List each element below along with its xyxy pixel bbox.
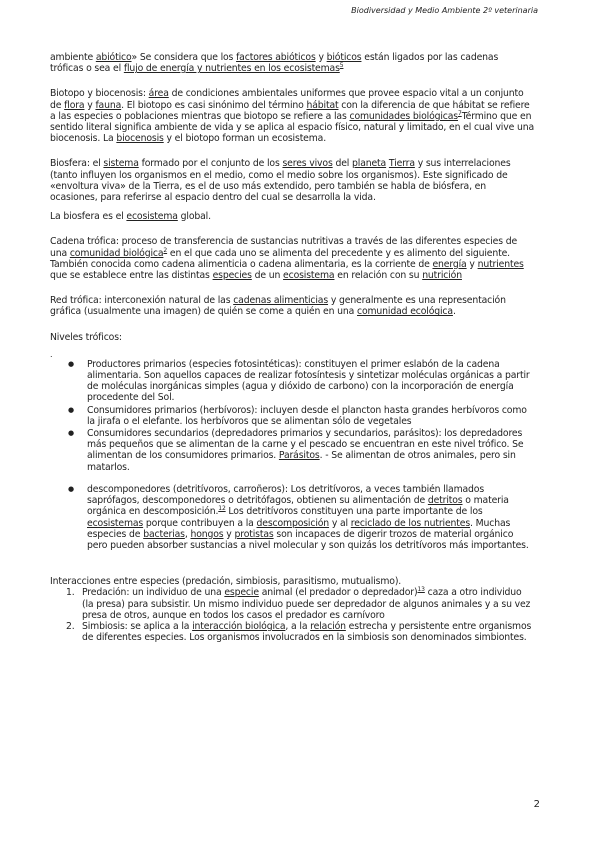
- descomp-term: descomponedores (detritívoros, carroñeros): [87, 483, 285, 495]
- link-ecosistemas[interactable]: ecosistemas: [87, 517, 144, 529]
- link-protistas[interactable]: protistas: [234, 528, 274, 540]
- link-nutricion[interactable]: nutrición: [422, 270, 462, 282]
- spacer: [50, 318, 534, 332]
- list-item-consumidores-primarios: ● Consumidores primarios (herbívoros): incluyen desde el plancton hasta grandes herbívoros como la jirafa o el elefante. los herbívoros que se alimentan sólo de vegetales: [50, 405, 534, 427]
- biotopo-paragraph: Biotopo y biocenosis: área de condiciones ambientales uniformes que provee espacio vital a un conjunto de flora y fauna. El biotopo es casi sinónimo del término hábitat con la diferencia de que hábitat se refiere a las especies o poblaciones mientras que biotopo se refiere a las comunidades biológicas$^7$Término que en sentido literal significa ambiente de vida y se aplica al espacio físico, natural y limitado, en el cual vive una biocenosis. La biocenosis y el biotopo forman un ecosistema.: [50, 88, 535, 145]
- secundarios-term: Consumidores secundarios (depredadores primarios y secundarios, parásitos): [87, 428, 439, 440]
- link-especie[interactable]: especie: [224, 587, 259, 599]
- spacer: [50, 74, 534, 88]
- link-energia[interactable]: energía: [432, 258, 467, 270]
- biotopo-term: Biotopo y biocenosis: [50, 88, 143, 100]
- list-item-simbiosis: 2. Simbiosis: se aplica a la interacción biológica, a la relación estrecha y persistente entre organismos de diferentes especies. Los organismos involucrados en la simbiosis son denominados simbiontes.: [66, 620, 532, 644]
- interacciones-title: Interacciones entre especies (predación, simbiosis, parasitismo, mutualismo).: [50, 576, 402, 588]
- link-fauna[interactable]: fauna: [95, 99, 122, 111]
- biosfera-term: Biosfera: [50, 158, 87, 170]
- interacciones-list: [50, 587, 534, 643]
- intro-paragraph: ambiente abiótico» Se considera que los factores abióticos y bióticos están ligados por las cadenas tróficas o sea el flujo de energía y nutrientes en los ecosistemas$^5$: [50, 52, 499, 75]
- link-biocenosis[interactable]: biocenosis: [116, 133, 164, 145]
- footnote-ref[interactable]: 5: [339, 62, 344, 70]
- link-comunidades-biologicas[interactable]: comunidades biológicas: [349, 110, 459, 122]
- link-cadenas-alimenticias[interactable]: cadenas alimenticias: [233, 295, 329, 307]
- link-ecosistema[interactable]: ecosistema: [126, 211, 178, 223]
- link-comunidad-ecologica[interactable]: comunidad ecológica: [357, 306, 453, 318]
- link-sistema[interactable]: sistema: [103, 158, 139, 170]
- document-header: Biodiversidad y Medio Ambiente 2º veterinaria: [351, 6, 538, 15]
- spacer: [50, 281, 534, 295]
- spacer: [50, 552, 534, 576]
- link-area[interactable]: área: [148, 88, 169, 100]
- footnote-ref[interactable]: 2: [163, 246, 168, 254]
- list-item-descomponedores: ● descomponedores (detritívoros, carroñeros): Los detritívoros, a veces también llamados saprófagos, descomponedores o detritófagos, obtienen su alimentación de detritos o materia orgánica en descomposición.$^{12}$ Los detritívoros constituyen una parte importante de los ecosistemas porque contribuyen a la descomposición y al reciclado de los nutrientes. Muchas especies de bacterias, hongos y protistas son incapaces de digerir trozos de material orgánico pero pueden absorber sustancias a nivel molecular y son quizás los detritívoros más importantes.: [50, 484, 534, 551]
- primarios-term: Consumidores primarios (herbívoros): [87, 404, 255, 416]
- list-number: 1.: [66, 587, 75, 599]
- page-number: 2: [533, 799, 540, 810]
- simbiosis-term: Simbiosis: [82, 620, 125, 632]
- link-especies[interactable]: especies: [212, 270, 252, 282]
- link-interaccion-biologica[interactable]: interacción biológica: [192, 620, 286, 632]
- spacer: [50, 203, 534, 211]
- list-item-productores: ● Productores primarios (especies fotosintéticas): constituyen el primer eslabón de la cadena alimentaria. Son aquellos capaces de realizar fotosíntesis y sintetizar moléculas orgánicas a partir de moléculas inorgánicas simples (agua y dióxido de carbono) con la incorporación de energía procedente del Sol.: [50, 359, 534, 404]
- link-nutrientes[interactable]: nutrientes: [477, 258, 524, 270]
- link-detritos[interactable]: detritos: [427, 495, 463, 507]
- spacer: [50, 222, 534, 236]
- niveles-list: [50, 359, 534, 551]
- link-bioticos[interactable]: bióticos: [326, 52, 362, 63]
- link-comunidad-biologica[interactable]: comunidad biológica: [69, 247, 164, 259]
- predacion-term: Predación: [82, 587, 127, 599]
- document-body: [50, 52, 534, 643]
- list-number: 2.: [66, 620, 75, 632]
- link-parasitos[interactable]: Parásitos: [278, 450, 320, 462]
- footnote-ref[interactable]: 12: [218, 505, 226, 513]
- link-hongos[interactable]: hongos: [190, 528, 224, 540]
- link-reciclado-nutrientes[interactable]: reciclado de los nutrientes: [350, 517, 471, 529]
- spacer: [50, 144, 534, 158]
- link-bacterias[interactable]: bacterias: [143, 528, 185, 540]
- link-planeta[interactable]: planeta: [352, 158, 387, 170]
- red-paragraph: Red trófica: interconexión natural de las cadenas alimenticias y generalmente es una representación gráfica (usualmente una imagen) de quién se come a quién en una comunidad ecológica.: [50, 295, 506, 318]
- link-abiotico[interactable]: abiótico: [95, 52, 132, 63]
- link-relacion[interactable]: relación: [310, 620, 346, 632]
- link-ecosistema[interactable]: ecosistema: [283, 270, 335, 282]
- biosfera-paragraph: Biosfera: el sistema formado por el conjunto de los seres vivos del planeta Tierra y sus interrelaciones (tanto influyen los organismos en el medio, como el medio sobre los organismos). Este significado de «envoltura viva» de la Tierra, es el de uso más extendido, pero también se habla de biósfera, en ocasiones, para referirse al espacio dentro del cual se desarrolla la vida.: [50, 158, 511, 204]
- footnote-ref[interactable]: 13: [417, 586, 425, 594]
- link-factores-abioticos[interactable]: factores abióticos: [236, 52, 316, 63]
- niveles-title: Niveles tróficos:: [50, 331, 122, 343]
- list-item-predacion: 1. Predación: un individuo de una especie animal (el predador o depredador)$^{13}$ caza a otro individuo (la presa) para subsistir. Un mismo individuo puede ser depredador de algunos animales y a su vez presa de otros, aunque en todos los casos el predador es carnívoro: [66, 586, 531, 621]
- link-habitat[interactable]: hábitat: [306, 99, 339, 111]
- red-term: Red trófica: [50, 295, 99, 307]
- link-descomposicion[interactable]: descomposición: [256, 517, 330, 529]
- link-flora[interactable]: flora: [64, 99, 85, 111]
- stray-dot: .: [50, 349, 53, 359]
- biosfera-global-paragraph: La biosfera es el ecosistema global.: [50, 211, 211, 223]
- link-flujo-energia[interactable]: flujo de energía y nutrientes en los ecosistemas: [123, 63, 340, 75]
- spacer: [50, 343, 534, 351]
- link-seres-vivos[interactable]: seres vivos: [282, 158, 333, 170]
- cadena-term: Cadena trófica: [50, 236, 116, 248]
- list-item-consumidores-secundarios: ● Consumidores secundarios (depredadores primarios y secundarios, parásitos): los depredadores más pequeños que se alimentan de la carne y el pescado se encuentran en este nivel trófico. Se alimentan de los consumidores primarios. Parásitos. - Se alimentan de otros animales, pero sin matarlos.: [50, 428, 534, 473]
- cadena-paragraph: Cadena trófica: proceso de transferencia de sustancias nutritivas a través de las diferentes especies de una comunidad biológica$^2$ en el que cada uno se alimenta del precedente y es alimento del siguiente. También conocida como cadena alimenticia o cadena alimentaria, es la corriente de energía y nutrientes que se establece entre las distintas especies de un ecosistema en relación con su nutrición: [50, 236, 524, 282]
- link-tierra[interactable]: Tierra: [388, 158, 415, 170]
- footnote-ref[interactable]: 7: [458, 109, 462, 117]
- productores-term: Productores primarios (especies fotosintéticas): [87, 358, 299, 370]
